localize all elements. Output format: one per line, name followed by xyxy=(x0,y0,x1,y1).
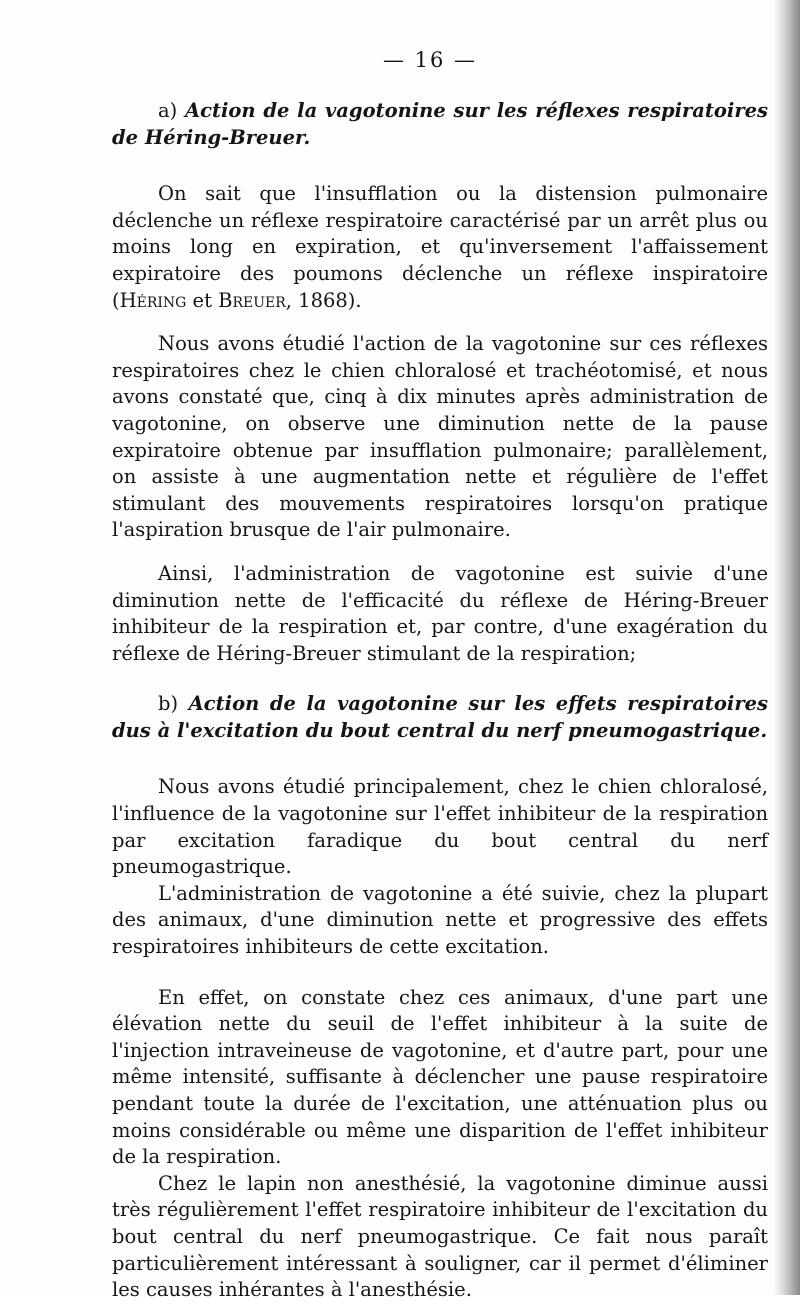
paragraph-4: Nous avons étudié principalement, chez le chien chloralosé, l'influence de la vagotonine sur l'effet inhibiteur de la respiration par excitation faradique du bout central du nerf pneumogastrique. xyxy=(112,775,768,879)
author-hering: Héring xyxy=(119,288,187,312)
section-b-title: Action de la vagotonine sur les effets respiratoires dus à l'excitation du bout central du nerf pneumogastrique. xyxy=(112,692,768,742)
paragraph-1-conj: et xyxy=(186,288,219,312)
paragraph-2: Nous avons étudié l'action de la vagotonine sur ces réflexes respiratoires chez le chien chloralosé et trachéotomisé, et nous avons constaté que, cinq à dix minutes après administration de vagotonine, on observe une diminution nette de la pause expiratoire obtenue par insufflation pulmonaire; parallèlement, on assiste à une augmentation nette et régulière de l'effet stimulant des mouvements respiratoires lorsqu'on pratique l'aspiration brusque de l'air pulmonaire. xyxy=(112,332,768,542)
page-body xyxy=(112,98,768,1304)
paragraph-3: Ainsi, l'administration de vagotonine est suivie d'une diminution nette de l'efficacité du réflexe de Héring-Breuer inhibiteur de la respiration et, par contre, d'une exagération du réflexe de Héring-Breuer stimulant de la respiration; xyxy=(112,561,768,665)
paragraph-5: L'administration de vagotonine a été suivie, chez la plupart des animaux, d'une diminution nette et progressive des effets respiratoires inhibiteurs de cette excitation. xyxy=(112,881,768,959)
paragraph-7: Chez le lapin non anesthésié, la vagotonine diminue aussi très régulièrement l'effet respiratoire inhibiteur de l'excitation du bout central du nerf pneumogastrique. Ce fait nous paraît particulièrement intéressant à souligner, car il permet d'éliminer les causes inhérantes à l'anesthésie. xyxy=(112,1171,768,1302)
section-a-heading xyxy=(112,98,768,151)
paragraph-1-text-after: , 1868). xyxy=(285,288,362,312)
section-b-label: b) xyxy=(158,692,179,716)
section-b-heading xyxy=(112,691,768,744)
paragraph-6: En effet, on constate chez ces animaux, d'une part une élévation nette du seuil de l'effet inhibiteur à la suite de l'injection intraveineuse de vagotonine, et d'autre part, pour une même intensité, suffisante à déclencher une pause respiratoire pendant toute la durée de l'excitation, une atténuation plus ou moins considérable ou même une disparition de l'effet inhibiteur de la respiration. xyxy=(112,985,768,1169)
section-a-title: Action de la vagotonine sur les réflexes respiratoires de Héring-Breuer. xyxy=(112,99,768,149)
paragraph-1 xyxy=(112,181,768,314)
paragraph-1-text-before: On sait que l'insufflation ou la distension pulmonaire déclenche un réflexe respiratoire caractérisé par un arrêt plus ou moins long en expiration, et qu'inversement l'affaissement expiratoire des poumons déclenche un réflexe inspiratoire ( xyxy=(112,182,768,312)
section-a-label: a) xyxy=(158,99,178,122)
author-breuer: Breuer xyxy=(218,288,286,312)
scan-gutter-shadow xyxy=(774,0,800,1295)
page-number: — 16 — xyxy=(382,48,478,72)
